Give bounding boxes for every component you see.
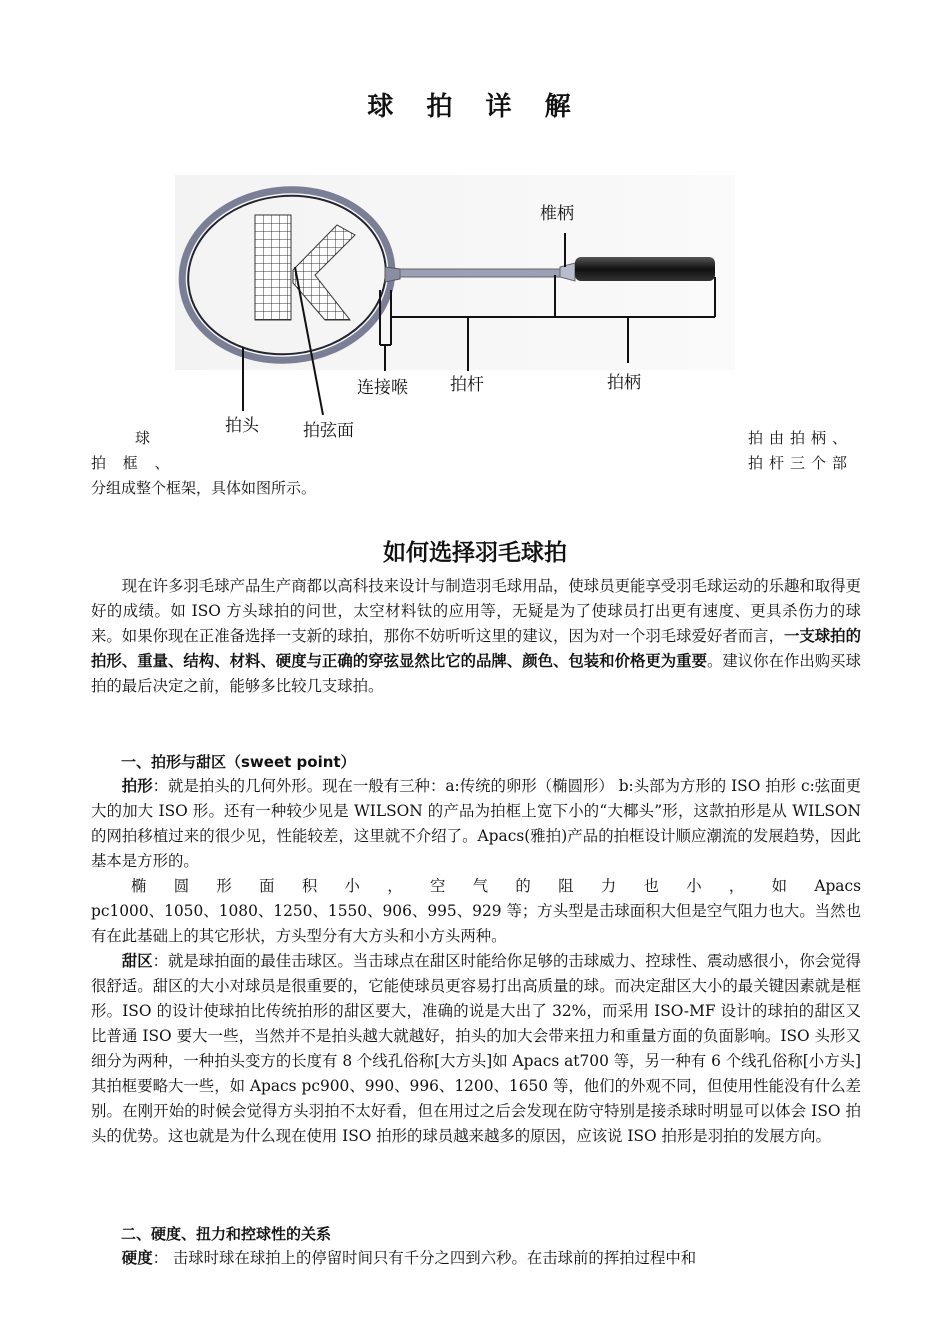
sweet-text: ：就是球拍面的最佳击球区。当击球点在甜区时能给你足够的击球威力、控球性、震动感很小，你会觉得很舒适。甜区的大小对球员是很重要的，它能使球员更容易打出高质量的球。而决定甜区大小的最关键因素就是框形。ISO 的设计使球拍比传统拍形的甜区要大，准确的说是大出了 32%，而采用 ISO-MF 设计的球拍的甜区又比普通 ISO 要大一些，当然并不是拍头越大就越好，拍头的加大会带来扭力和重量方面的负面影响。ISO 头形又细分为两种，一种拍头变方的长度有 8 个线孔俗称[大方头]如 Apacs at700 等，另一种有 6 个线孔俗称[小方头]其拍框要略大一些，如 Apacs pc900、990、996、1200、1650 等，他们的外观不同，但使用性能没有什么差别。在刚开始的时候会觉得方头羽拍不太好看，但在用过之后会发现在防守特别是接杀球时明显可以体会 ISO 拍头的优势。这也就是为什么现在使用 ISO 拍形的球员越来越多的原因，应该说 ISO 拍形是羽拍的发展方向。 (91, 952, 861, 1145)
racket-shaft (400, 269, 560, 277)
racket-throat (385, 267, 400, 282)
intro-line-3: 分组成整个框架，具体如图所示。 (91, 479, 317, 497)
label-head: 拍头 (225, 416, 259, 436)
hardness-term: 硬度 (121, 1249, 153, 1267)
label-string-bed: 拍弦面 (303, 421, 354, 441)
oval-spread-line: 椭 圆 形 面 积 小 ， 空 气 的 阻 力 也 小 ， 如 Apacs (131, 877, 861, 895)
label-taper-handle: 椎柄 (540, 204, 574, 224)
section-2-hardness-paragraph (91, 1246, 861, 1271)
sweet-term: 甜区 (121, 952, 153, 970)
section-1-heading: 一、拍形与甜区（sweet point） (121, 753, 356, 771)
label-throat: 连接喉 (357, 378, 408, 398)
intro-right-1: 拍由拍柄、 (748, 429, 854, 447)
section-1-shape-paragraph (91, 774, 861, 874)
label-shaft: 拍杆 (450, 375, 484, 395)
oval-paragraph: pc1000、1050、1080、1250、1550、906、995、929 等；方头型是击球面积大但是空气阻力也大。当然也有在此基础上的其它形状，方头型分有大方头和小方头两种。 (91, 902, 861, 945)
paragraph-1 (91, 574, 861, 699)
paragraph-1-post: 。建议你在作出购买球拍的最后决定之前，能够多比较几支球拍。 (91, 652, 861, 695)
page-title: 球 拍 详 解 (367, 92, 583, 122)
section-title: 如何选择羽毛球拍 (383, 540, 567, 566)
section-1-sweet-paragraph (91, 949, 861, 1149)
paragraph-1-bold: 一支球拍的拍形、重量、结构、材料、硬度与正确的穿弦显然比它的品牌、颜色、包装和价格更为重要 (91, 627, 861, 670)
racket-diagram-svg (175, 175, 735, 450)
racket-diagram (175, 175, 735, 450)
racket-grip (575, 257, 715, 281)
intro-left-2: 拍 框 、 (91, 454, 176, 472)
hardness-text: ： 击球时球在球拍上的停留时间只有千分之四到六秒。在击球前的挥拍过程中和 (152, 1249, 697, 1267)
section-2-heading: 二、硬度、扭力和控球性的关系 (121, 1225, 332, 1243)
label-handle: 拍柄 (607, 373, 641, 393)
intro-left-1: 球 (135, 429, 151, 447)
shape-text: ：就是拍头的几何外形。现在一般有三种：a:传统的卵形（椭圆形） b:头部为方形的 ISO 拍形 c:弦面更大的加大 ISO 形。还有一种较少见是 WILSON 的产品为拍框上宽下小的“大椰头”形，这款拍形是从 WILSON 的网拍移植过来的很少见，性能较差，这里就不介绍了。Apacs(雅拍)产品的拍框设计顺应潮流的发展趋势，因此基本是方形的。 (91, 777, 861, 870)
shape-term: 拍形 (121, 777, 153, 795)
intro-right-2: 拍杆三个部 (748, 454, 854, 472)
paragraph-1-pre: 现在许多羽毛球产品生产商都以高科技来设计与制造羽毛球用品，使球员更能享受羽毛球运动的乐趣和取得更好的成绩。如 ISO 方头球拍的问世，太空材料钛的应用等，无疑是为了使球员打出更有速度、更具杀伤力的球来。如果你现在正准备选择一支新的球拍，那你不妨听听这里的建议，因为对一个羽毛球爱好者而言， (91, 577, 861, 645)
